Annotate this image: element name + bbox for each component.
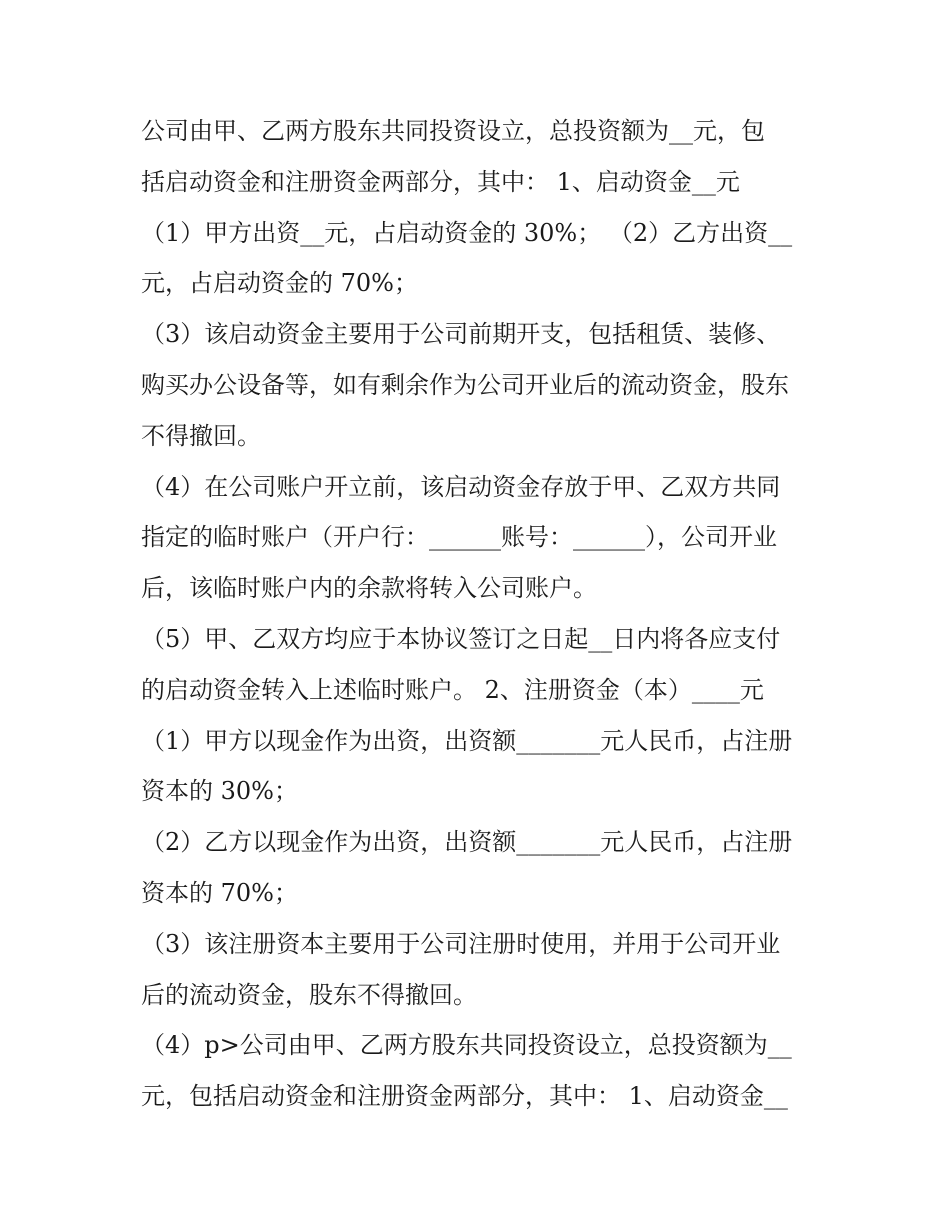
text-line: （2）乙方以现金作为出资，出资额_______元人民币，占注册: [141, 828, 793, 857]
text-line: 后，该临时账户内的余款将转入公司账户。: [141, 574, 597, 603]
text-line: 资本的 70%；: [141, 878, 298, 907]
text-line: （4）p>公司由甲、乙两方股东共同投资设立，总投资额为__: [141, 1031, 792, 1060]
text-line: （3）该注册资本主要用于公司注册时使用，并用于公司开业: [141, 929, 781, 958]
text-line: （3）该启动资金主要用于公司前期开支，包括租赁、装修、: [141, 320, 781, 349]
text-line: （1）甲方出资__元，占启动资金的 30%； （2）乙方出资__: [141, 218, 793, 247]
text-line: 指定的临时账户（开户行：______账号：______），公司开业: [141, 523, 777, 552]
text-line: 的启动资金转入上述临时账户。 2、注册资金（本）____元: [141, 675, 764, 704]
text-line: 后的流动资金，股东不得撤回。: [141, 980, 477, 1009]
text-line: 元，包括启动资金和注册资金两部分，其中： 1、启动资金__: [141, 1082, 788, 1111]
text-line: （5）甲、乙双方均应于本协议签订之日起__日内将各应支付: [141, 624, 781, 653]
document-body: [141, 106, 821, 1122]
text-line: 资本的 30%；: [141, 777, 298, 806]
text-line: 不得撤回。: [141, 421, 261, 450]
text-line: （4）在公司账户开立前，该启动资金存放于甲、乙双方共同: [141, 472, 781, 501]
text-line: （1）甲方以现金作为出资，出资额_______元人民币，占注册: [141, 726, 793, 755]
text-line: 元，占启动资金的 70%；: [141, 269, 418, 298]
text-line: 购买办公设备等，如有剩余作为公司开业后的流动资金，股东: [141, 370, 789, 399]
text-line: 括启动资金和注册资金两部分，其中： 1、启动资金__元: [141, 167, 740, 196]
text-line: 公司由甲、乙两方股东共同投资设立，总投资额为__元，包: [141, 117, 765, 145]
